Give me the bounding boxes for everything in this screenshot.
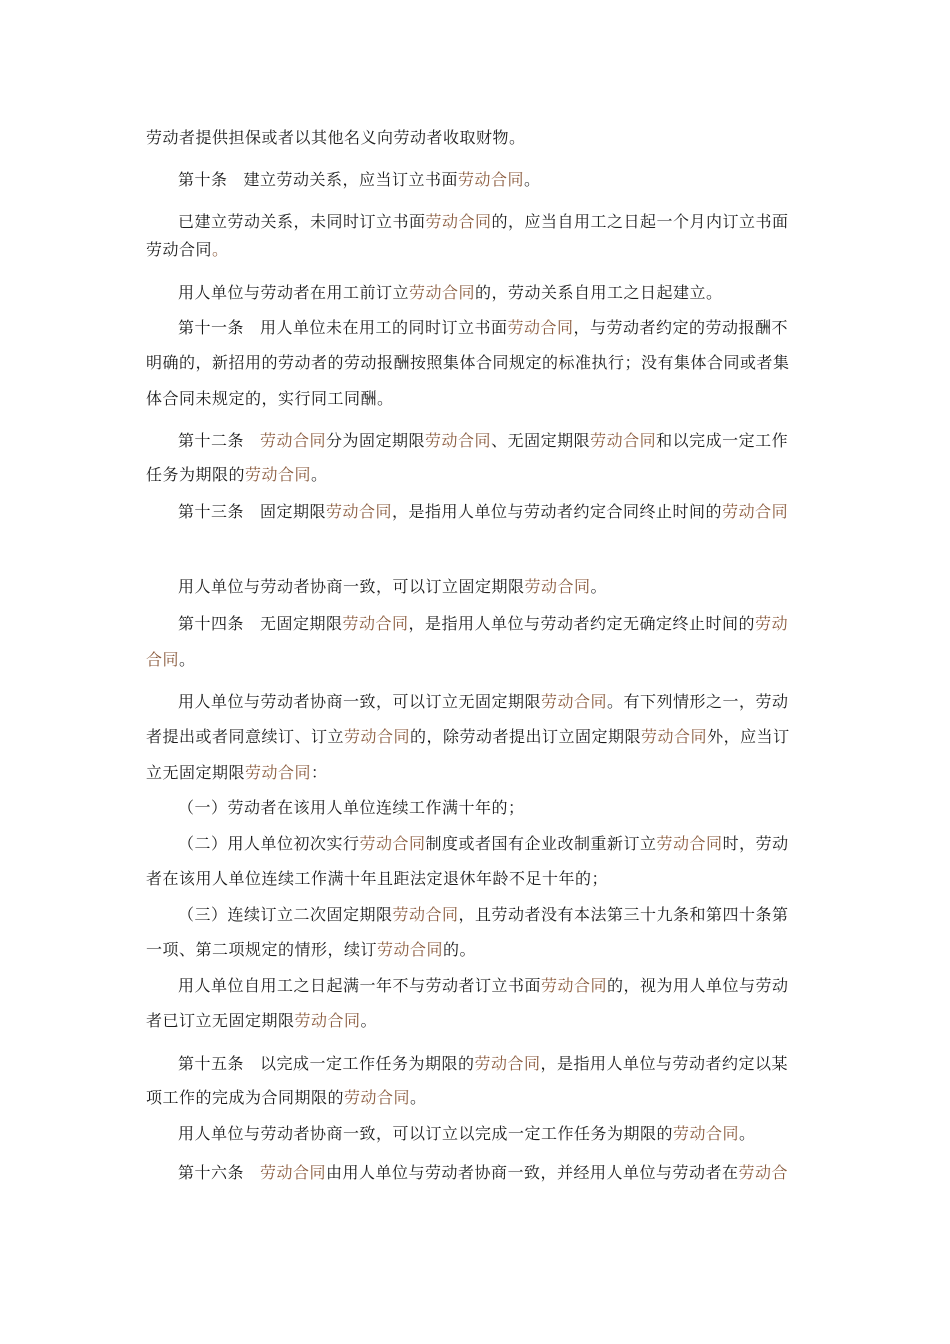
- text-segment: 制度或者国有企业改制重新订立: [425, 834, 657, 853]
- text-segment: ，是指用人单位与劳动者约定以某: [540, 1054, 789, 1073]
- paragraph-line: [178, 283, 723, 303]
- text-segment: 。有下列情形之一，劳动: [607, 692, 789, 711]
- paragraph-line: [178, 212, 789, 232]
- highlighted-term: 劳动合同: [507, 318, 574, 337]
- text-segment: 用人单位自用工之日起满一年不与劳动者订立书面: [178, 976, 542, 995]
- article-number: 第十二条: [178, 431, 245, 450]
- text-segment: ，与劳动者约定的劳动报酬不: [573, 318, 789, 337]
- highlighted-term: 劳动合同: [425, 431, 492, 450]
- text-segment: 用人单位与劳动者协商一致，可以订立固定期限: [178, 577, 525, 596]
- highlighted-term: 合同: [146, 650, 180, 669]
- text-segment: 的。: [443, 940, 477, 959]
- article-number: 第十条: [178, 170, 228, 189]
- highlighted-term: 劳动合同: [541, 692, 608, 711]
- highlighted-term: 劳动合同: [590, 431, 657, 450]
- text-segment: 的，劳动关系自用工之日起建立。: [475, 283, 723, 302]
- highlighted-term: 劳动合同: [722, 502, 789, 521]
- text-segment: 明确的，新招用的劳动者的劳动报酬按照集体合同规定的标准执行；没有集体合同或者集: [146, 353, 790, 372]
- text-segment: 固定期限: [260, 502, 327, 521]
- paragraph-line: [146, 1011, 377, 1031]
- list-item-3: [178, 905, 789, 925]
- article-number: 第十四条: [178, 614, 245, 633]
- paragraph-line: [178, 577, 607, 597]
- text-segment: 体合同未规定的，实行同工同酬。: [146, 389, 394, 408]
- paragraph-line: [146, 128, 526, 148]
- text-segment: 已建立劳动关系，未同时订立书面: [178, 212, 426, 231]
- paragraph-line: [146, 389, 394, 409]
- paragraph-line: [146, 240, 229, 260]
- text-segment: 。: [590, 577, 608, 596]
- paragraph-line: [146, 1088, 427, 1108]
- text-segment: 分为固定期限: [326, 431, 426, 450]
- paragraph-line: [146, 353, 790, 373]
- text-segment: 以完成一定工作任务为期限的: [260, 1054, 475, 1073]
- article-12-line: [178, 431, 788, 451]
- list-item-1: [178, 798, 525, 818]
- text-segment: （三）连续订立二次固定期限: [178, 905, 393, 924]
- highlighted-term: 劳动合同: [344, 727, 411, 746]
- highlighted-term: 劳动合同: [474, 1054, 541, 1073]
- text-segment: 无固定期限: [260, 614, 343, 633]
- highlighted-term: 劳动合同: [641, 727, 708, 746]
- paragraph-line: [146, 940, 476, 960]
- text-segment: 的，应当自用工之日起一个月内订立书面: [491, 212, 789, 231]
- article-16-line: [178, 1163, 788, 1183]
- text-segment: （一）劳动者在该用人单位连续工作满十年的；: [178, 798, 525, 817]
- highlighted-term: 劳动合同: [425, 212, 492, 231]
- text-segment: 时，劳动: [722, 834, 789, 853]
- highlighted-term: 劳动合同: [524, 577, 591, 596]
- paragraph-line: [178, 1124, 756, 1144]
- highlighted-term: 劳动合: [738, 1163, 789, 1182]
- text-segment: ，是指用人单位与劳动者约定合同终止时间的: [392, 502, 723, 521]
- text-segment: 一项、第二项规定的情形，续订: [146, 940, 378, 959]
- highlighted-term: 劳动合同: [260, 1163, 327, 1182]
- paragraph-line: [146, 869, 608, 889]
- text-segment: ，是指用人单位与劳动者约定无确定终止时间的: [408, 614, 756, 633]
- paragraph-line: [178, 692, 789, 712]
- text-segment: 。: [410, 1088, 427, 1107]
- text-segment: 劳动者提供担保或者以其他名义向劳动者收取财物。: [146, 128, 526, 147]
- text-segment: 立无固定期限: [146, 763, 246, 782]
- article-number: 第十一条: [178, 318, 245, 337]
- highlighted-term: 劳动: [755, 614, 789, 633]
- article-number: 第十六条: [178, 1163, 245, 1182]
- text-segment: 用人单位与劳动者协商一致，可以订立无固定期限: [178, 692, 542, 711]
- text-segment: 建立劳动关系，应当订立书面: [243, 170, 459, 189]
- text-segment: 。: [524, 170, 541, 189]
- text-segment: ，且劳动者没有本法第三十九条和第四十条第: [458, 905, 789, 924]
- text-segment: 。: [739, 1124, 756, 1143]
- text-segment: 用人单位未在用工的同时订立书面: [260, 318, 508, 337]
- text-segment: 、无固定期限: [491, 431, 591, 450]
- highlighted-term: 。: [212, 240, 229, 259]
- highlighted-term: 劳动合同: [673, 1124, 740, 1143]
- paragraph-line: [146, 763, 328, 783]
- text-segment: 劳动合同: [146, 240, 213, 259]
- text-segment: （二）用人单位初次实行: [178, 834, 360, 853]
- article-10-line: [178, 170, 541, 190]
- text-segment: 和以完成一定工作: [656, 431, 789, 450]
- highlighted-term: 劳动合同: [409, 283, 476, 302]
- paragraph-line: [178, 976, 789, 996]
- text-segment: 。: [179, 650, 196, 669]
- text-segment: 的，视为用人单位与劳动: [607, 976, 789, 995]
- highlighted-term: 劳动合同: [294, 1011, 361, 1030]
- highlighted-term: 劳动合同: [344, 1088, 411, 1107]
- text-segment: 者在该用人单位连续工作满十年且距法定退休年龄不足十年的；: [146, 869, 609, 888]
- text-segment: 由用人单位与劳动者协商一致，并经用人单位与劳动者在: [326, 1163, 739, 1182]
- text-segment: 者已订立无固定期限: [146, 1011, 295, 1030]
- article-13-line: [178, 502, 788, 522]
- highlighted-term: 劳动合同: [359, 834, 426, 853]
- text-segment: 项工作的完成为合同期限的: [146, 1088, 345, 1107]
- highlighted-term: 劳动合同: [392, 905, 459, 924]
- text-segment: ：: [311, 763, 328, 782]
- highlighted-term: 劳动合同: [541, 976, 608, 995]
- article-number: 第十五条: [178, 1054, 245, 1073]
- highlighted-term: 劳动合同: [326, 502, 393, 521]
- highlighted-term: 劳动合同: [245, 465, 312, 484]
- text-segment: 者提出或者同意续订、订立: [146, 727, 345, 746]
- text-segment: 外，应当订: [707, 727, 790, 746]
- highlighted-term: 劳动合同: [458, 170, 525, 189]
- list-item-2: [178, 834, 789, 854]
- highlighted-term: 劳动合同: [245, 763, 312, 782]
- highlighted-term: 劳动合同: [656, 834, 723, 853]
- highlighted-term: 劳动合同: [342, 614, 409, 633]
- highlighted-term: 劳动合同: [377, 940, 444, 959]
- paragraph-line: [146, 727, 790, 747]
- text-segment: 的，除劳动者提出订立固定期限: [410, 727, 642, 746]
- text-segment: 。: [311, 465, 328, 484]
- article-15-line: [178, 1054, 788, 1074]
- highlighted-term: 劳动合同: [260, 431, 327, 450]
- article-14-line: [178, 614, 788, 634]
- paragraph-line: [146, 465, 328, 485]
- article-11-line: [178, 318, 788, 338]
- text-segment: 用人单位与劳动者协商一致，可以订立以完成一定工作任务为期限的: [178, 1124, 674, 1143]
- text-segment: 任务为期限的: [146, 465, 246, 484]
- text-segment: 用人单位与劳动者在用工前订立: [178, 283, 410, 302]
- paragraph-line: [146, 650, 196, 670]
- article-number: 第十三条: [178, 502, 245, 521]
- text-segment: 。: [360, 1011, 378, 1030]
